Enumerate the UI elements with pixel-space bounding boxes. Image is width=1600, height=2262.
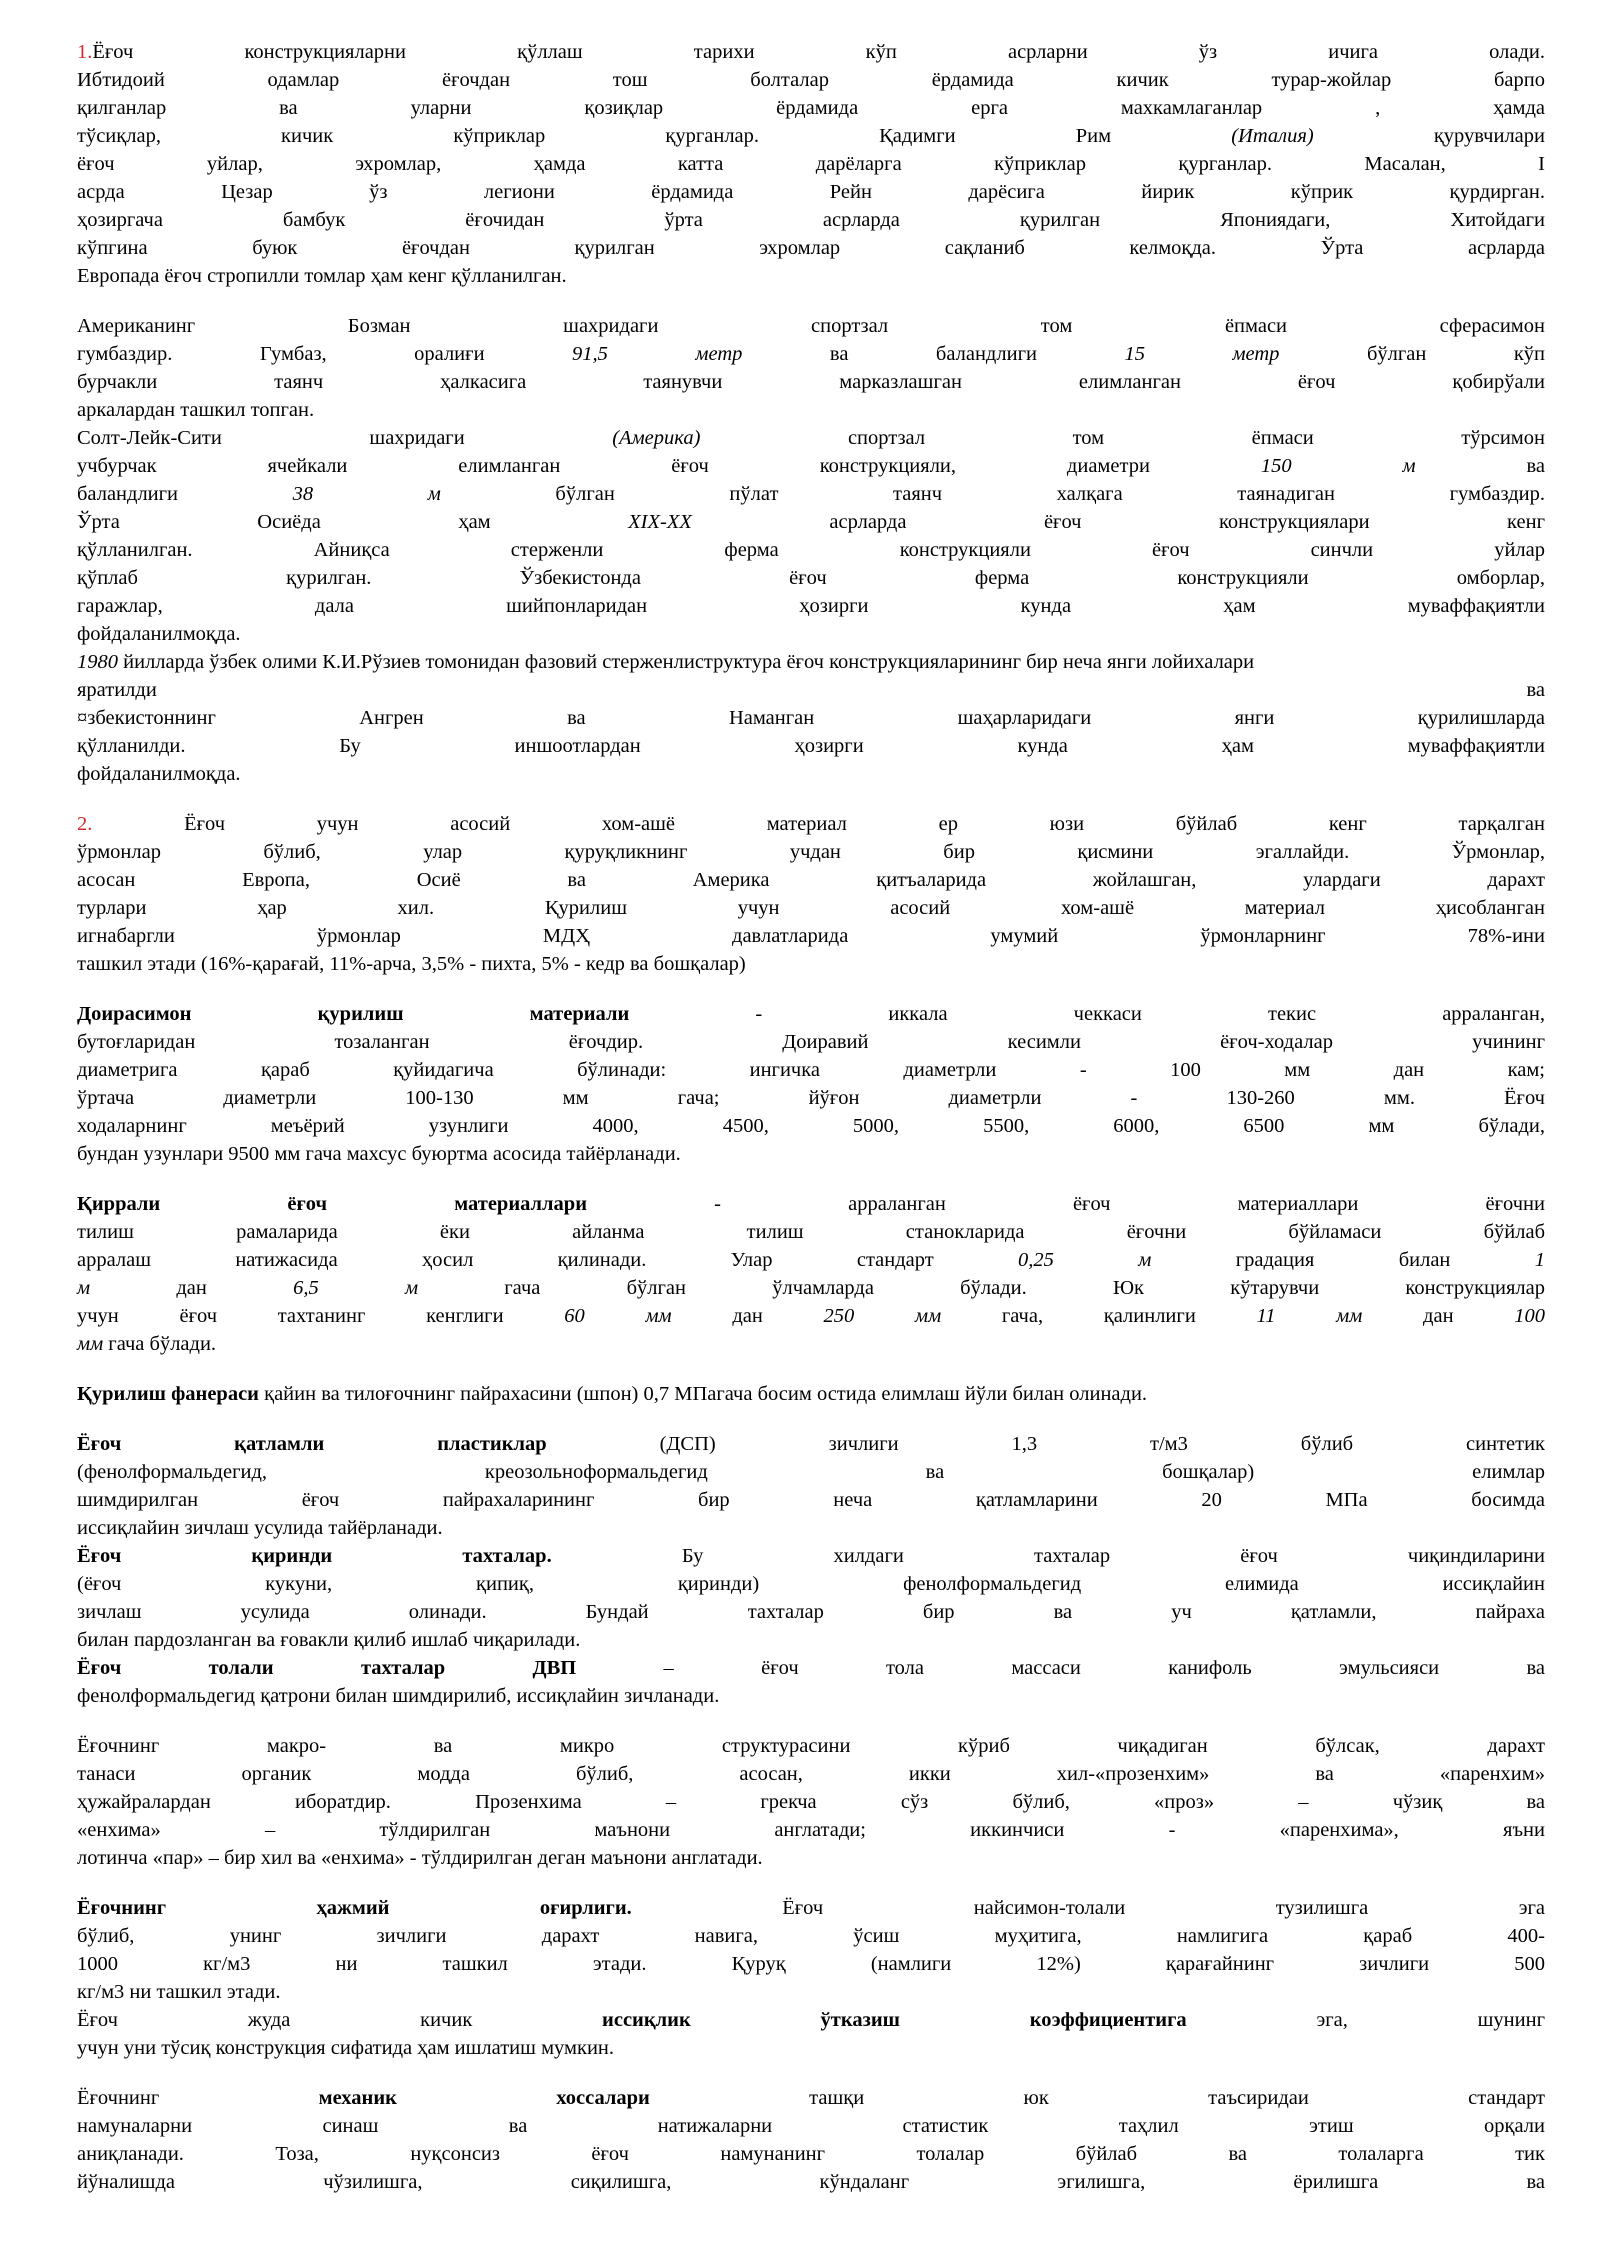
text-run: Ёғоч конструкцияларни қўллаш тарихи кўп асрларни ўз ичига олади. <box>92 41 1545 63</box>
text-line <box>77 66 1545 94</box>
paragraph-gap <box>77 1872 1545 1894</box>
text-line <box>77 2006 1545 2034</box>
text-run: зичлаш усулида олинади. Бундай тахталар бир ва уч қатламли, пайраха <box>77 1601 1545 1623</box>
text-run: қилганлар ва уларни қозиқлар ёрдамида ерга махкамлаганлар , ҳамда <box>77 97 1545 119</box>
text-line <box>77 340 1545 368</box>
text-line <box>77 564 1545 592</box>
text-line <box>77 1056 1545 1084</box>
text-run: ва <box>1415 455 1545 477</box>
text-line <box>77 1626 1545 1654</box>
text-run: ўртача диаметрли 100-130 мм гача; йўғон диаметрли - 130-260 мм. Ёғоч <box>77 1087 1545 1109</box>
document-body <box>77 38 1545 2196</box>
italic-value: 1 <box>1534 1249 1545 1271</box>
text-line <box>77 592 1545 620</box>
text-run: қўплаб қурилган. Ўзбекистонда ёғоч ферма конструкцияли омборлар, <box>77 567 1545 589</box>
text-line <box>77 1514 1545 1542</box>
text-run: ҳозиргача бамбук ёғочидан ўрта асрларда қурилган Япониядаги, Хитойдаги <box>77 209 1545 231</box>
bold-term: Ёғоч қатламли пластиклар <box>77 1433 547 1455</box>
text-run: дан <box>90 1277 294 1299</box>
text-line <box>77 1894 1545 1922</box>
text-run: кўпгина буюк ёғочдан қурилган эхромлар сақланиб келмоқда. Ўрта асрларда <box>77 237 1545 259</box>
text-line <box>77 1028 1545 1056</box>
text-line <box>77 368 1545 396</box>
text-run: Ёғоч учун асосий хом-ашё материал ер юзи бўйлаб кенг тарқалган <box>92 813 1545 835</box>
text-line <box>77 234 1545 262</box>
text-run: учбурчак ячейкали елимланган ёғоч конструкцияли, диаметри <box>77 455 1261 477</box>
paragraph-p8 <box>77 1732 1545 1872</box>
text-run: ходаларнинг меъёрий узунлиги 4000, 4500, 5000, 5500, 6000, 6500 мм бўлади, <box>77 1115 1545 1137</box>
text-line <box>77 312 1545 340</box>
text-run: учун уни тўсиқ конструкция сифатида ҳам ишлатиш мумкин. <box>77 2037 615 2059</box>
text-run: Ёғоч найсимон-толали тузилишга эга <box>631 1897 1545 1919</box>
text-line <box>77 2084 1545 2112</box>
text-line <box>77 1950 1545 1978</box>
bold-term: Ёғочнинг ҳажмий оғирлиги. <box>77 1897 632 1919</box>
italic-value: (Америка) <box>612 427 701 449</box>
text-line <box>77 1978 1545 2006</box>
text-line <box>77 2140 1545 2168</box>
paragraph-number: 2. <box>77 813 93 835</box>
text-run: Солт-Лейк-Сити шахридаги <box>77 427 613 449</box>
text-run: ёғоч уйлар, эхромлар, ҳамда катта дарёларга кўприклар қурганлар. Масалан, I <box>77 153 1545 175</box>
text-line <box>77 1922 1545 1950</box>
text-run: аркалардан ташкил топган. <box>77 399 315 421</box>
text-run: асрларда ёғоч конструкциялари кенг <box>691 511 1545 533</box>
text-run: бурчакли таянч ҳалкасига таянувчи марказлашган елимланган ёғоч қобирўали <box>77 371 1545 393</box>
text-run: Ёғочнинг макро- ва микро структурасини кўриб чиқадиган бўлсак, дарахт <box>77 1735 1545 1757</box>
text-line <box>77 676 1545 704</box>
text-line <box>77 94 1545 122</box>
text-line <box>77 950 1545 978</box>
text-run: эга, шунинг <box>1186 2009 1545 2031</box>
paragraph-number: 1. <box>77 41 93 63</box>
text-run: ташқи юк таъсиридаи стандарт <box>649 2087 1546 2109</box>
text-line <box>77 1760 1545 1788</box>
text-line <box>77 1458 1545 1486</box>
italic-value: 150 м <box>1260 455 1416 477</box>
italic-value: 100 <box>1514 1305 1546 1327</box>
text-run: йўналишда чўзилишга, сиқилишга, кўндаланг эгилишга, ёрилишга ва <box>77 2171 1545 2193</box>
text-line <box>77 536 1545 564</box>
text-line <box>77 1274 1545 1302</box>
text-line <box>77 508 1545 536</box>
text-run: гача, қалинлиги <box>941 1305 1257 1327</box>
text-line <box>77 2034 1545 2062</box>
text-line <box>77 1844 1545 1872</box>
text-line <box>77 922 1545 950</box>
document-page <box>77 38 1545 2196</box>
paragraph-gap <box>77 2062 1545 2084</box>
text-run: (фенолформальдегид, креозольноформальдегид ва бошқалар) елимлар <box>77 1461 1545 1483</box>
italic-value: 6,5 м <box>293 1277 419 1299</box>
bold-term: Қиррали ёғоч материаллари <box>77 1193 588 1215</box>
text-run: ҳужайралардан иборатдир. Прозенхима – грекча сўз бўлиб, «проз» – чўзиқ ва <box>77 1791 1545 1813</box>
text-run: ўрмонлар бўлиб, улар қуруқликнинг учдан бир қисмини эгаллайди. Ўрмонлар, <box>77 841 1545 863</box>
italic-value: 250 мм <box>823 1305 942 1327</box>
text-line <box>77 866 1545 894</box>
text-line <box>77 2112 1545 2140</box>
text-line <box>77 2168 1545 2196</box>
text-run: игнабаргли ўрмонлар МДҲ давлатларида умумий ўрмонларнинг 78%-ини <box>77 925 1545 947</box>
text-line <box>77 1732 1545 1760</box>
text-run: бундан узунлари 9500 мм гача махсус буюртма асосида тайёрланади. <box>77 1143 681 1165</box>
text-line <box>77 894 1545 922</box>
italic-value: 11 мм <box>1256 1305 1363 1327</box>
paragraph-gap <box>77 1168 1545 1190</box>
italic-value: 60 мм <box>564 1305 672 1327</box>
paragraph-gap <box>77 290 1545 312</box>
text-line <box>77 760 1545 788</box>
text-run: бўлган пўлат таянч халқага таянадиган гумбаздир. <box>440 483 1545 505</box>
text-run: гача бўлган ўлчамларда бўлади. Юк кўтарувчи конструкциялар <box>418 1277 1545 1299</box>
italic-value: 1980 <box>77 651 118 673</box>
text-line <box>77 1682 1545 1710</box>
text-run: – ёғоч тола массаси канифоль эмульсияси ва <box>576 1657 1545 1679</box>
text-line <box>77 1788 1545 1816</box>
text-run: фойдаланилмоқда. <box>77 763 241 785</box>
text-line <box>77 1542 1545 1570</box>
text-run: дан <box>1362 1305 1515 1327</box>
text-line <box>77 150 1545 178</box>
italic-value: XIX-XX <box>628 511 692 533</box>
text-line <box>77 1000 1545 1028</box>
italic-value: 15 метр <box>1124 343 1280 365</box>
text-run: Ўрта Осиёда ҳам <box>77 511 629 533</box>
text-line <box>77 262 1545 290</box>
text-line <box>77 1190 1545 1218</box>
text-line <box>77 396 1545 424</box>
bold-term: иссиқлик ўтказиш коэффициентига <box>602 2009 1187 2031</box>
paragraph-p3 <box>77 810 1545 978</box>
text-line <box>77 1598 1545 1626</box>
italic-value: мм <box>77 1333 104 1355</box>
text-line <box>77 452 1545 480</box>
text-run: ва баландлиги <box>742 343 1125 365</box>
text-line <box>77 1816 1545 1844</box>
text-run: асрда Цезар ўз легиони ёрдамида Рейн дарёсига йирик кўприк қурдирган. <box>77 181 1545 203</box>
bold-term: механик хоссалари <box>318 2087 650 2109</box>
text-run: ¤збекистоннинг Ангрен ва Наманган шаҳарларидаги янги қурилишларда <box>77 707 1545 729</box>
text-line <box>77 1246 1545 1274</box>
text-line <box>77 1302 1545 1330</box>
paragraph-p6 <box>77 1380 1545 1408</box>
text-run: - арраланган ёғоч материаллари ёғочни <box>587 1193 1546 1215</box>
paragraph-p1 <box>77 38 1545 290</box>
text-run: (ёғоч кукуни, қипиқ, қиринди) фенолформальдегид елимида иссиқлайин <box>77 1573 1545 1595</box>
text-run: спортзал том ёпмаси тўрсимон <box>700 427 1546 449</box>
text-line <box>77 1218 1545 1246</box>
text-run: турлари ҳар хил. Қурилиш учун асосий хом-ашё материал ҳисобланган <box>77 897 1545 919</box>
text-line <box>77 732 1545 760</box>
italic-value: 91,5 метр <box>572 343 743 365</box>
text-line <box>77 1330 1545 1358</box>
text-line <box>77 1380 1545 1408</box>
text-line <box>77 1084 1545 1112</box>
text-run: аниқланади. Тоза, нуқсонсиз ёғоч намунанинг толалар бўйлаб ва толаларга тик <box>77 2143 1545 2165</box>
text-run: тилиш рамаларида ёки айланма тилиш станокларида ёғочни бўйламаси бўйлаб <box>77 1221 1545 1243</box>
paragraph-gap <box>77 978 1545 1000</box>
bold-term: Ёғоч қиринди тахталар. <box>77 1545 552 1567</box>
text-run: гаражлар, дала шийпонларидан ҳозирги кунда ҳам муваффақиятли <box>77 595 1545 617</box>
text-run: кг/м3 ни ташкил этади. <box>77 1981 281 2003</box>
text-line <box>77 424 1545 452</box>
text-run: Ёғоч жуда кичик <box>77 2009 603 2031</box>
text-run: бутоғларидан тозаланган ёғочдир. Доиравий кесимли ёғоч-ходалар учининг <box>77 1031 1545 1053</box>
italic-value: 0,25 м <box>1018 1249 1152 1271</box>
text-line <box>77 1570 1545 1598</box>
text-run: фенолформальдегид қатрони билан шимдирилиб, иссиқлайин зичланади. <box>77 1685 720 1707</box>
text-line <box>77 1486 1545 1514</box>
text-run: Ёғочнинг <box>77 2087 319 2109</box>
paragraph-gap <box>77 1710 1545 1732</box>
text-run: йилларда ўзбек олими К.И.Рўзиев томонидан фазовий стерженлиструктура ёғоч конструкцияларининг бир неча янги лойихалари <box>118 651 1255 673</box>
text-run: диаметрига қараб қуйидагича бўлинади: ингичка диаметрли - 100 мм дан кам; <box>77 1059 1545 1081</box>
text-line <box>77 38 1545 66</box>
text-run: шимдирилган ёғоч пайрахаларининг бир неча қатламларини 20 МПа босимда <box>77 1489 1545 1511</box>
text-line <box>77 648 1545 676</box>
text-run: гача бўлади. <box>103 1333 217 1355</box>
text-run: лотинча «пар» – бир хил ва «енхима» - тўлдирилган деган маънони англатади. <box>77 1847 763 1869</box>
text-run: Европада ёғоч стропилли томлар ҳам кенг қўлланилган. <box>77 265 567 287</box>
paragraph-p7 <box>77 1430 1545 1710</box>
text-line <box>77 704 1545 732</box>
text-line <box>77 620 1545 648</box>
text-run: - иккала чеккаси текис арраланган, <box>629 1003 1545 1025</box>
text-run: бўлган кўп <box>1279 343 1546 365</box>
text-run: Американинг Бозман шахридаги спортзал том ёпмаси сферасимон <box>77 315 1545 337</box>
text-run: дан <box>671 1305 824 1327</box>
italic-value: (Италия) <box>1231 125 1314 147</box>
paragraph-p4 <box>77 1000 1545 1168</box>
paragraph-gap <box>77 788 1545 810</box>
text-run: фойдаланилмоқда. <box>77 623 241 645</box>
text-line <box>77 1112 1545 1140</box>
text-line <box>77 178 1545 206</box>
text-line <box>77 206 1545 234</box>
paragraph-p2 <box>77 312 1545 788</box>
paragraph-p5 <box>77 1190 1545 1358</box>
text-run: «енхима» – тўлдирилган маънони англатади; иккинчиси - «паренхима», яъни <box>77 1819 1545 1841</box>
bold-term: Қурилиш фанераси <box>77 1383 259 1405</box>
paragraph-p9 <box>77 1894 1545 2062</box>
text-run: бўлиб, унинг зичлиги дарахт навига, ўсиш муҳитига, намлигига қараб 400- <box>77 1925 1545 1947</box>
text-run: градация билан <box>1151 1249 1535 1271</box>
text-line <box>77 1654 1545 1682</box>
text-run: намуналарни синаш ва натижаларни статистик таҳлил этиш орқали <box>77 2115 1545 2137</box>
text-run: иссиқлайин зичлаш усулида тайёрланади. <box>77 1517 443 1539</box>
text-line <box>77 480 1545 508</box>
italic-value: 38 м <box>292 483 441 505</box>
text-run: тўсиқлар, кичик кўприклар қурганлар. Қадимги Рим <box>77 125 1232 147</box>
italic-value: м <box>77 1277 91 1299</box>
text-run: (ДСП) зичлиги 1,3 т/м3 бўлиб синтетик <box>546 1433 1546 1455</box>
text-run: яратилди ва <box>77 679 1545 701</box>
text-line <box>77 1140 1545 1168</box>
text-run: қўлланилган. Айниқса стерженли ферма конструкцияли ёғоч синчли уйлар <box>77 539 1545 561</box>
text-run: қўлланилди. Бу иншоотлардан ҳозирги кунда ҳам муваффақиятли <box>77 735 1545 757</box>
text-line <box>77 810 1545 838</box>
bold-term: Ёғоч толали тахталар ДВП <box>77 1657 577 1679</box>
paragraph-gap <box>77 1408 1545 1430</box>
text-run: баландлиги <box>77 483 293 505</box>
paragraph-gap <box>77 1358 1545 1380</box>
text-run: билан пардозланган ва ғовакли қилиб ишлаб чиқарилади. <box>77 1629 581 1651</box>
text-line <box>77 1430 1545 1458</box>
text-line <box>77 122 1545 150</box>
text-run: 1000 кг/м3 ни ташкил этади. Қуруқ (намлиги 12%) қарағайнинг зичлиги 500 <box>77 1953 1545 1975</box>
text-run: асосан Европа, Осиё ва Америка қитъаларида жойлашган, улардаги дарахт <box>77 869 1545 891</box>
paragraph-p10 <box>77 2084 1545 2196</box>
text-run: учун ёғоч тахтанинг кенглиги <box>77 1305 565 1327</box>
text-run: қайин ва тилоғочнинг пайрахасини (шпон) 0,7 МПагача босим остида елимлаш йўли билан олинади. <box>258 1383 1148 1405</box>
text-run: қурувчилари <box>1313 125 1545 147</box>
text-run: танаси органик модда бўлиб, асосан, икки хил-«прозенхим» ва «паренхим» <box>77 1763 1545 1785</box>
text-line <box>77 838 1545 866</box>
text-run: арралаш натижасида ҳосил қилинади. Улар стандарт <box>77 1249 1019 1271</box>
text-run: гумбаздир. Гумбаз, оралиғи <box>77 343 573 365</box>
text-run: ташкил этади (16%-қарағай, 11%-арча, 3,5% - пихта, 5% - кедр ва бошқалар) <box>77 953 746 975</box>
text-run: Бу хилдаги тахталар ёғоч чиқиндиларини <box>551 1545 1545 1567</box>
bold-term: Доирасимон қурилиш материали <box>77 1003 630 1025</box>
text-run: Ибтидоий одамлар ёғочдан тош болталар ёрдамида кичик турар-жойлар барпо <box>77 69 1545 91</box>
